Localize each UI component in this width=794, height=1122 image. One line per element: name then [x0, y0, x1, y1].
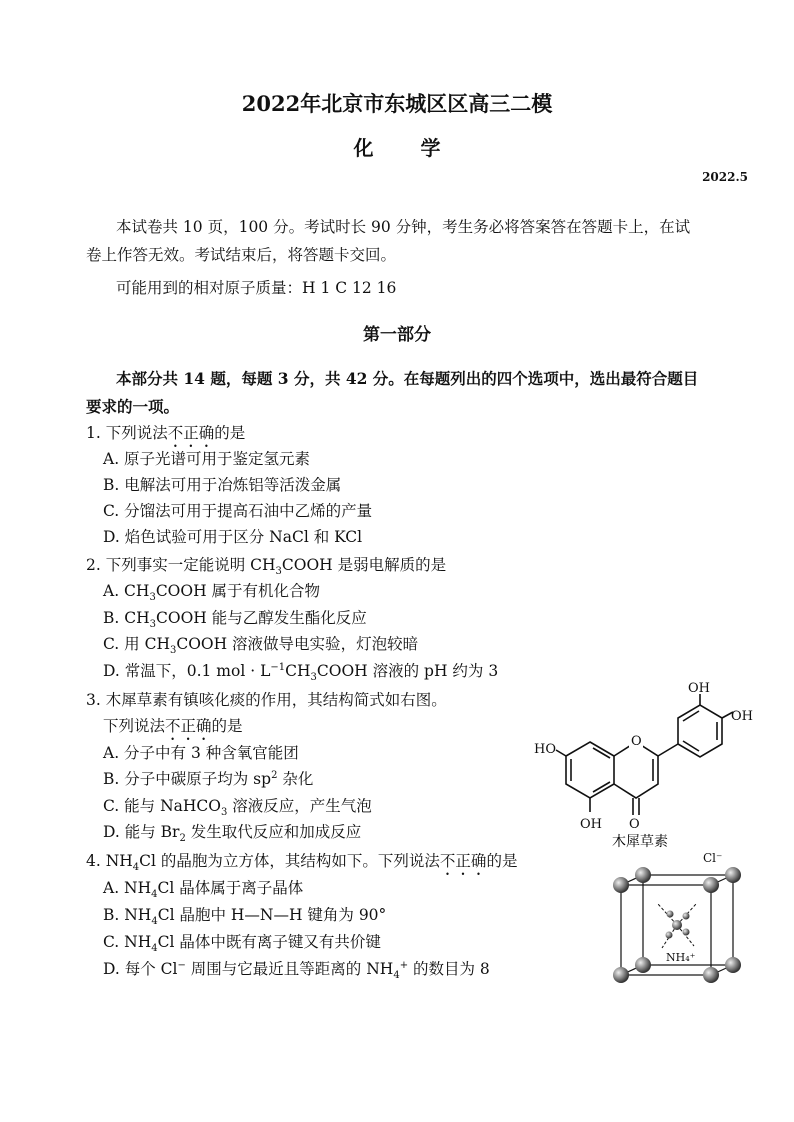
exam-date: 2022.5: [702, 170, 748, 184]
carbonyl-oxygen-label: O: [629, 817, 640, 832]
nh4-ion: [666, 911, 690, 939]
ring-a: [566, 742, 614, 798]
q1-stem-emphasis: 不正确: [167, 424, 215, 442]
oh-label-bottom: OH: [580, 817, 602, 832]
ring-oxygen-label: O: [631, 734, 642, 749]
q1-stem-post: 的是: [214, 424, 246, 442]
q4-option-d: D. 每个 Cl− 周围与它最近且等距离的 $NH_4^+$ 的数目为 8: [103, 959, 490, 982]
ring-b: [678, 705, 722, 757]
intro-line-1: 本试卷共 10 页，100 分。考试时长 90 分钟，考生务必将答案答在答题卡上，在试: [116, 218, 691, 236]
q4-option-a: A. $NH_4Cl$ 晶体属于离子晶体: [103, 879, 304, 901]
section-instruction-2: 要求的一项。: [86, 397, 180, 416]
q1-option-d: D. 焰色试验可用于区分 NaCl 和 KCl: [103, 528, 363, 546]
page-title: 2022年北京市东城区区高三二模: [241, 91, 553, 116]
q3-option-c: C. 能与 NaHCO$_3$ 溶液反应，产生气泡: [103, 797, 372, 819]
luteolin-structure-figure: [530, 682, 760, 852]
q3-stem: 3. 木犀草素有镇咳化痰的作用，其结构简式如右图。: [86, 691, 447, 709]
intro-line-2: 卷上作答无效。考试结束后，将答题卡交回。: [86, 246, 397, 264]
oh-label-right: OH: [731, 709, 753, 724]
oh-label-top: OH: [688, 682, 710, 696]
q1-stem-pre: 1. 下列说法: [86, 424, 168, 442]
q1-option-b: B. 电解法可用于冶炼铝等活泼金属: [103, 476, 342, 494]
chloride-label: Cl⁻: [703, 851, 723, 865]
q1-option-c: C. 分馏法可用于提高石油中乙烯的产量: [103, 502, 373, 520]
q2-option-d: D. 常温下，0.1 mol · $L^{-1}CH_3COOH$ 溶液的 pH 约为 3: [103, 661, 499, 684]
q2-option-c: C. 用 $CH_3COOH$ 溶液做导电实验，灯泡较暗: [103, 635, 419, 657]
intro-line-3: 可能用到的相对原子质量：H 1 C 12 16: [116, 279, 397, 297]
ring-c: [614, 742, 658, 798]
q2-option-b: B. $CH_3COOH$ 能与乙醇发生酯化反应: [103, 609, 367, 631]
q3-option-b: B. 分子中碳原子均为 $sp^2$ 杂化: [103, 769, 314, 788]
q3-option-d: D. 能与 $Br_2$ 发生取代反应和加成反应: [103, 823, 362, 845]
subject-title: 化 学: [353, 136, 461, 160]
q3-option-a: A. 分子中有 3 种含氧官能团: [103, 744, 299, 762]
q2-option-a: A. $CH_3COOH$ 属于有机化合物: [103, 582, 321, 604]
q4-option-c: C. $NH_4Cl$ 晶体中既有离子键又有共价键: [103, 933, 381, 955]
nh4cl-unit-cell-figure: [600, 850, 770, 1000]
ammonium-label: NH₄⁺: [666, 951, 696, 964]
q4-option-b: B. $NH_4Cl$ 晶胞中 H—N—H 键角为 90°: [103, 906, 387, 928]
oh-label-left: HO: [534, 742, 556, 757]
structure-caption: 木犀草素: [612, 834, 668, 850]
q2-stem: 2. 下列事实一定能说明 $CH_3COOH$ 是弱电解质的是: [86, 556, 447, 578]
q1-option-a: A. 原子光谱可用于鉴定氢元素: [103, 450, 311, 468]
section-instruction-1: 本部分共 14 题，每题 3 分，共 42 分。在每题列出的四个选项中，选出最符合题目: [116, 369, 699, 388]
section-title: 第一部分: [363, 325, 431, 345]
q3-sub-stem: 下列说法不正确的是: [103, 717, 243, 735]
q4-stem: 4. $NH_4Cl$ 的晶胞为立方体，其结构如下。下列说法不正确的是: [86, 852, 518, 874]
